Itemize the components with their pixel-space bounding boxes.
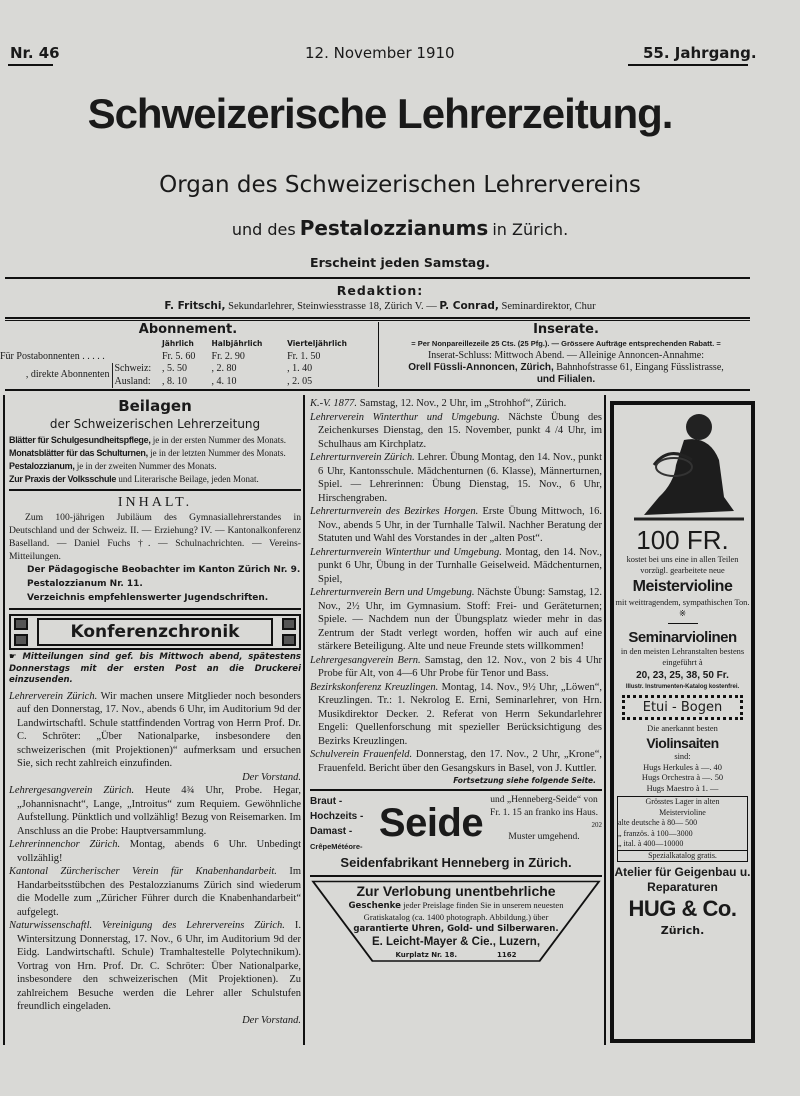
middle-column	[310, 397, 602, 964]
entry-text: Montag, den 14. Nov., punkt 6 Uhr, Übung in der Turnhalle Geiselweid. Mädchenturnen, Spiel,	[318, 546, 602, 585]
entry-text: Nächste Übung des Zeichenkurses Dienstag, den 15. November, punkt 4 /4 Uhr, im Schulhaus am Kirchplatz.	[318, 411, 603, 450]
publication-schedule: Erscheint jeden Samstag.	[310, 255, 490, 270]
chronicle-entry	[310, 748, 602, 775]
supplement-item: Pestalozzianum, je in der zweiten Nummer des Monats.	[9, 461, 217, 471]
ad-hug-violins: 100 FR. kostet bei uns eine in allen Teilen vorzügl. gearbeitete neue Meistervioline mit weittragendem, sympathischen Ton. ※ Seminarviolinen in den meisten Lehranstalten bestens eingeführt à 20, 23, 25, 38, 50 Fr. Illustr. Instrumenten-Katalog kostenfrei. Etui - Bogen Die anerkannt besten Violinsaiten sind: Hugs Herkules à —. 40 Hugs Orchestra à —. 50 Hugs Maestro à 1. — Grösstes Lager in alten Meistervioline alte deutsche à 80— 500 „ französ. à 100—3000 „ ital. à 400—10000 Spezialkatalog gratis. Atelier für Geigenbau u. Reparaturen HUG & Co. Zürich.	[610, 401, 755, 1043]
supplement-item: Blätter für Schulgesundheitspflege, je in der ersten Nummer des Monats.	[9, 435, 286, 445]
entry-text: Donnerstag, den 17. Nov., 2 Uhr, „Krone“, Frauenfeld. Bericht über den Gesangskurs in Basel, von J. Kuttler.	[318, 749, 603, 774]
chronicle-entry	[310, 451, 602, 505]
entry-title: Naturwissenschaftl. Vereinigung des Lehrervereins Zürich.	[9, 920, 285, 931]
chronicle-entry	[9, 690, 301, 785]
entry-title: Lehrergesangverein Bern.	[310, 654, 421, 666]
entry-title: Lehrerverein Winterthur und Umgebung.	[310, 411, 500, 423]
entry-text: Samstag, 12. Nov., 2 Uhr, im „Strohhof“, Zürich.	[359, 398, 567, 409]
supplements-section: Beilagen der Schweizerischen Lehrerzeitung Blätter für Schulgesundheitspflege, je in der ersten Nummer des Monats. Monatsblätter für das Schulturnen, je in der letzten Nummer des Monats. Pestalozzianum, je in der zweiten Nummer des Monats. Zur Praxis der Volksschule und Literarische Beilage, jeden Monat.	[9, 397, 301, 486]
etui-bogen-box: Etui - Bogen	[622, 695, 743, 720]
editorial-staff: Redaktion: F. Fritschi, Sekundarlehrer, Steinwiesstrasse 18, Zürich V. — P. Conrad, Seminardirektor, Chur	[164, 283, 596, 312]
advertising-rates: Inserate. = Per Nonpareillezeile 25 Cts. (25 Pfg.). — Grössere Aufträge entsprechenden Rabatt. = Inserat-Schluss: Mittwoch Abend. — Alleinige Annoncen-Annahme: Orell Füssli-Annoncen, Zürich, Bahnhofstrasse 61, Eingang Füsslistrasse, und Filialen.	[408, 322, 724, 385]
seide-wordmark: Seide	[378, 801, 484, 845]
supplement-item: Monatsblätter für das Schulturnen, je in der letzten Nummer des Monats.	[9, 448, 286, 458]
entry-title: Lehrerverein Zürich.	[9, 690, 98, 702]
old-violins-box: Grösstes Lager in alten Meistervioline alte deutsche à 80— 500 „ französ. à 100—3000 „ ital. à 400—10000 Spezialkatalog gratis.	[617, 796, 748, 862]
chronicle-entry	[310, 546, 602, 587]
subscription-table: Jährlich Halbjährlich Vierteljährlich Für Postabonnenten . . . . . Fr. 5. 60 Fr. 2. 90 Fr. 1. 50 , direkte Abonnenten Schweiz: , 5. 50 , 2. 80 , 1. 40 Ausland: , 8. 10 , 4. 10 , 2. 05	[0, 339, 347, 387]
entry-text: Erste Übung Mittwoch, 16. Nov., abends 5 Uhr, in der Turnhalle Talwil. Nachher Beratung der Statuten und Wahl des Vorstandes in der „alten Post“.	[318, 506, 602, 544]
chronicle-entry	[310, 397, 602, 411]
volume: 55. Jahrgang.	[643, 44, 757, 62]
entry-title: Lehrerturnverein Winterthur und Umgebung.	[310, 546, 502, 558]
subscription-prices: Abonnement. Jährlich Halbjährlich Vierteljährlich Für Postabonnenten . . . . . Fr. 5. 60 Fr. 2. 90 Fr. 1. 50 , direkte Abonnenten Schweiz: , 5. 50 , 2. 80 , 1. 40 Ausland: , 8. 10 , 4. 10 , 2. 05	[0, 322, 376, 388]
entry-text: Heute 4¾ Uhr, Probe. Hegar, „Johannisnacht“, Lange, „Introitus“ zum Requiem. Gewöhnliche Aufstellung. Pünktlich und vollzählig! Bezug von Reisemarken. Im Anschluss an die Probe: Hauptversammlung.	[17, 785, 301, 837]
chronicle-entry	[9, 865, 301, 919]
issue-date: 12. November 1910	[305, 44, 455, 62]
ad-leicht-mayer: Zur Verlobung unentbehrliche Geschenke jeder Preislage finden Sie in unserem neuesten Gratiskatalog (ca. 1400 photograph. Abbildung.) über garantierte Uhren, Gold- und Silberwaren. E. Leicht-Mayer & Cie., Luzern, Kurplatz Nr. 18. 1162	[310, 880, 602, 964]
submission-notice: ☛ Mitteilungen sind gef. bis Mittwoch abend, spätestens Donnerstags mit der ersten Post an die Druckerei einzusenden.	[9, 652, 301, 685]
entry-title: Kantonal Zürcherischer Verein für Knabenhandarbeit.	[9, 866, 277, 877]
conference-entries-right	[310, 397, 602, 775]
entry-title: Schulverein Frauenfeld.	[310, 749, 413, 760]
entry-title: Lehrergesangverein Zürich.	[9, 785, 135, 796]
entry-title: Lehrerturnverein Zürich.	[310, 452, 415, 463]
entry-title: Bezirkskonferenz Kreuzlingen.	[310, 681, 439, 693]
left-column	[9, 397, 301, 1027]
henneberg-firm: Seidenfabrikant Henneberg in Zürich.	[340, 855, 572, 870]
entry-title: Lehrerinnenchor Zürich.	[9, 839, 121, 850]
entry-text: Nächste Übung: Samstag, 12. Nov., 2½ Uhr, im Gymnasium. Stoff: Frei- und Geräteturnen; Spiele. — Nachdem nun der Übungsplatz wieder mehr in das Zentrum der Stadt verlegt worden, hoffen wir auch auf eine stärkere Beteiligung. Alte und neue Freunde stets willkommen!	[318, 587, 603, 652]
newspaper-title: Schweizerische Lehrerzeitung.	[87, 90, 673, 137]
chronicle-entry	[310, 586, 602, 654]
entry-title: Lehrerturnverein des Bezirkes Horgen.	[310, 506, 479, 517]
conference-chronicle-header: Konferenzchronik	[9, 614, 301, 650]
entry-text: Wir machen unsere Mitglieder noch besonders auf den Donnerstag, 17. Nov., abends 6 Uhr, im Auditorium 9d der Landwirtschaftl. Schule stattfindenden Vortrag von Herrn Prof. Dr. C. Schröter: „Über Nationalparke, insbesondere den schweizerischen (mit Projektionen)“ aufmerksam und ersuchen Sie, sich recht zahlreich einzufinden.	[17, 690, 301, 769]
entry-text: I. Wintersitzung Donnerstag, 17. Nov., 6 Uhr, im Auditorium 9d der Eidg. Landwirtschaftl. Schule) Tramhaltestelle Polytechnikum). Vortrag von Hrn. Prof. Dr. C. Schröter: Über Nationalparke, insbesondere den schweizerischen (Mit Projektionen). Zu zahlreichem Besuche werden die Lehrer aller Schulstufen freundlich eingeladen.	[17, 920, 301, 1012]
chronicle-entry	[310, 654, 602, 681]
entry-title: K.-V. 1877.	[310, 398, 358, 409]
entry-text: Lehrer. Übung Montag, den 14. Nov., punkt 6 Uhr, Kantonsschule. Mädchenturnen (6. Klasse), Männerturnen, Spiel. — Lehrerinnen: Übung Dienstag, 15. Nov., 6 Uhr, Hirschengraben.	[318, 452, 603, 504]
chronicle-entry	[310, 505, 602, 546]
subtitle: Organ des Schweizerischen Lehrervereins	[159, 172, 641, 198]
continued-note: Fortsetzung siehe folgende Seite.	[453, 776, 596, 785]
chronicle-entry	[310, 411, 602, 452]
issue-number: Nr. 46	[10, 44, 60, 62]
entry-text: Montag, abends 6 Uhr. Unbedingt vollzählig!	[17, 839, 301, 864]
chronicle-entry	[9, 784, 301, 838]
subtitle-2: und des Pestalozzianums in Zürich.	[231, 216, 569, 240]
entry-signature: Der Vorstand.	[242, 1014, 301, 1026]
chronicle-entry	[9, 838, 301, 865]
entry-title: Lehrerturnverein Bern und Umgebung.	[310, 587, 475, 598]
violinist-illustration	[614, 405, 751, 525]
chronicle-entry	[310, 681, 602, 749]
ad-henneberg-silk: Braut - Hochzeits - Damast - CrêpeMétéore- Seide und „Henneberg-Seide“ von Fr. 1. 15 an franko ins Haus. 202 Muster umgehend.	[310, 795, 602, 851]
entry-text: Im Handarbeitsstübchen des Pestalozzianums Zürich sind wiederum die Modelle zum „Züricher Führer durch die Knabenhandarbeit“ aufgelegt.	[17, 866, 302, 918]
conference-entries-left	[9, 690, 301, 1028]
contents-section: INHALT. Zum 100-jährigen Jubiläum des Gymnasiallehrerstandes in Deutschland und der Schweiz. II. — Erziehung? IV. — Kantonalkonferenz Baselland. — Daniel Fuchs †. — Schulnachrichten. — Vereins-Mitteilungen. Der Pädagogische Beobachter im Kanton Zürich Nr. 9. Pestalozzianum Nr. 11. Verzeichnis empfehlenswerter Jugendschriften.	[9, 495, 301, 603]
entry-text: Montag, 14. Nov., 9½ Uhr, „Löwen“, Kreuzlingen. Tr.: 1. Nekrolog E. Erni, Seminarlehrer, von Hrn. Musikdirektor Decker. 2. Referat von Herrn Sekundarlehrer Engeli: Quellenforschung mit spezieller Berücksichtigung des Bezirks Kreuzlingen.	[318, 681, 602, 747]
chronicle-entry	[9, 919, 301, 1027]
entry-text: Samstag, den 12. Nov., von 2 bis 4 Uhr Probe für Alt, von 4—6 Uhr Probe für Tenor und Bass.	[318, 654, 603, 679]
entry-signature: Der Vorstand.	[242, 771, 301, 783]
supplement-item: Zur Praxis der Volksschule und Literarische Beilage, jeden Monat.	[9, 474, 259, 484]
